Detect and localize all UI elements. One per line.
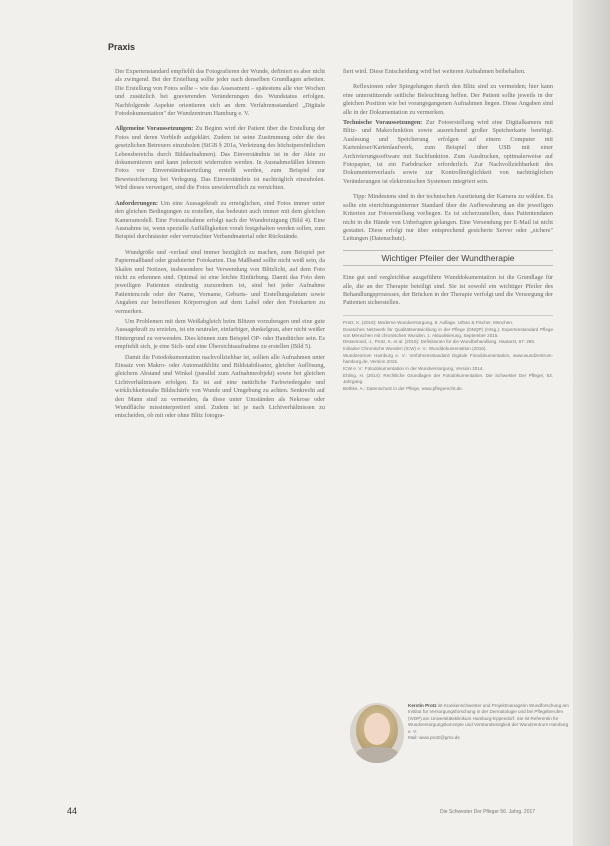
left-column bbox=[115, 68, 325, 423]
author-description: ist Krankenschwester und Projektmanagerin Wundforschung am Institut für Versorgungsforschung in der Dermatologie und bei Pflegeberufen (IVDP) am Universitätsklinikum Hamburg-Eppendorf. Sie ist Referentin für Wundversorgungskonzepte und Vorstandsmitglied der Wundzentrum Hamburg e. V. bbox=[408, 703, 569, 734]
paragraph bbox=[115, 200, 325, 242]
author-bio bbox=[408, 703, 573, 741]
paragraph-text: Zur Fotoerstellung wird eine Digitalkamera mit Blitz- und Makrofunktion sowie ausreichend großer Speicherkarte benötigt. Auslesung und Speicherung erfolgen auf einem Computer mit Kartenleser/Kartenlaufwerk, zum Beispiel über USB mit einer Archivierungssoftware mit Suchfunktion. Zum Ausdrucken, optimalerweise auf Fotopapier, ist ein Farbdrucker erforderlich. Zur Nachvollziehbarkeit des Dokumentenverlaufs sowie zur Kontrollmöglichkeit von nachträglichen Veränderungen ist elektronischen Systemen integriert sein. bbox=[343, 119, 553, 185]
paragraph-text: Um eine Aussagekraft zu ermöglichen, sind Fotos immer unter den gleichen Bedingungen zu erstellen, das bedeutet auch immer mit dem gleichen Kameramodell. Eine Fotoaufnahme erfolgt nach der Wundreinigung (Bild 4). Eine Ausnahme ist, wenn spezielle Auffälligkeiten vorab festgehalten werden sollen, zum Beispiel durchnässter oder verrutschter Verbandmaterial oder Rückstände. bbox=[115, 199, 325, 241]
reference-item: Deutsches Netzwerk für Qualitätsentwicklung in der Pflege (DNQP) (Hrsg.): Expertenstandard Pflege von Menschen mit chronischen Wunden, 1. Aktualisierung, September 2015. bbox=[343, 326, 553, 338]
run-in-heading: Allgemeine Voraussetzungen: bbox=[115, 125, 194, 133]
paragraph bbox=[343, 119, 553, 186]
author-box bbox=[350, 703, 575, 783]
right-column bbox=[343, 68, 553, 393]
photo-shirt bbox=[354, 747, 400, 763]
page-fold-shadow bbox=[573, 0, 610, 846]
paragraph: Eine gut und vergleichbar ausgeführte Wunddokumentation ist die Grundlage für alle, die an der Therapie beteiligt sind. Sie ist sowohl ein wichtiger Pfeiler des Behandlungsprozesses, der Brücken in der Therapie verfolgt und die Versorgung der Patienten sicherstellen. bbox=[343, 274, 553, 307]
journal-footer: Die Schwester Der Pfleger 56. Jahrg. 2017 bbox=[440, 809, 536, 815]
box-heading: Wichtiger Pfeiler der Wundtherapie bbox=[343, 250, 553, 266]
page-number: 44 bbox=[67, 806, 78, 816]
paragraph-text: Zu Beginn wird der Patient über die Erstellung der Fotos und deren Verbleib aufgeklärt. Zudem ist seine Zustimmung oder die des gesetzlichen Betreuers einzuholen (StGB § 201a, Verletzung des höchstpersönlichen Lebensbereichs durch Bildaufnahmen). Das Einverständnis ist in der Akte zu dokumentieren und kann jederzeit widerrufen werden. In Ausnahmefällen können Fotos vor Einverständniserteilung erstellt werden, zum Beispiel zur Beweissicherung bei Verlegung. Das Einverständnis ist nachträglich einzuholen. Wird dieses verweigert, sind die Fotos unwiderruflich zu vernichten. bbox=[115, 125, 325, 192]
reference-list bbox=[343, 315, 553, 392]
photo-face bbox=[364, 713, 390, 745]
paragraph: Reflexionen oder Spiegelungen durch den Blitz sind zu vermeiden; hier kann eine unterstützende seitliche Beleuchtung helfen. Der Patient sollte jeweils in der gleichen Position wie bei vorangegangenen Aufnahmen liegen. Diese Angaben sind alle in der Dokumentation zu vermerken. bbox=[343, 83, 553, 116]
paragraph: Tipp: Mindestens sind in der technischen Ausrüstung der Kamera zu wählen. Es sollte ein einrichtungsinterner Standard über die Aufbewahrung an die jeweiligen Kriterien zur Fotoerstellung vorliegen. Es ist sicherzustellen, dass Patientendaten nicht in die Hände von Unbefugten gelangen. Eine Versendung per E-Mail ist nicht gestattet. Diese erfolgt nur über entsprechend gesicherte Server oder „sichere" Leitungen (Datenschutz). bbox=[343, 193, 553, 243]
reference-item: Dissemond, J., Protz, K. et al. (2016): Definitionen für die Wundbehandlung. Hautarzt, 67: 265. bbox=[343, 339, 536, 345]
paragraph: Der Expertenstandard empfiehlt das Fotografieren der Wunde, definiert es aber nicht als zwingend. Bei der Erstellung sollte jeder nach denselben Grundlagen arbeiten. Die Erstellung von Fotos sollte – wie das Assessment – spätestens alle vier Wochen und zusätzlich bei gravierenden Veränderungen des Wundstatus erfolgen. Nachfolgende Aspekte orientieren sich an dem Verfahrensstandard „Digitale Fotodokumentation" der Wundzentrum Hamburg e. V. bbox=[115, 68, 325, 118]
paragraph: Wundgröße und -verlauf sind immer bezüglich zu machen, zum Beispiel per Papiermaßband oder graduierter Fotokarten. Das Maßband sollte nicht weiß sein, da Skalen und Notizen, insbesondere bei Verwendung von Blitzlicht, auf dem Foto nicht zu erkennen sind. Optimal ist eine leichte Einfärbung. Damit das Foto dem jeweiligen Patienten eindeutig zuzuordnen ist, sind bei jeder Aufnahme Patientencode oder der Name, Vorname, Geburts- und Erstellungsdatum sowie Angaben zur betroffenen Körperregion auf dem Label oder den Fotokarten zu vermerken. bbox=[115, 248, 325, 315]
run-in-heading: Technische Voraussetzungen: bbox=[343, 119, 423, 127]
reference-item: Ehling, H. (2014): Rechtliche Grundlagen der Fotodokumentation. Die Schwester Der Pfleger, 53. Jahrgang. bbox=[343, 373, 553, 384]
paragraph bbox=[115, 125, 325, 192]
reference-item: Initiative Chronische Wunden (ICW) e. V.: Wunddokumentation (2016). bbox=[343, 346, 487, 352]
run-in-heading: Anforderungen: bbox=[115, 199, 158, 207]
author-name: Kerstin Protz bbox=[408, 703, 437, 708]
paragraph: Damit die Fotodokumentation nachvollziehbar ist, sollten alle Aufnahmen unter Einsatz von Makro- oder Automatikblitz und Bildstabilisator, gleicher Auflösung, gleichem Abstand und Winkel (parallel zum Aufnahmeobjekt) sowie bei gleichen Lichtverhältnissen erfolgen. Es ist auf eine natürliche Farbwiedergabe und wirklichkeitsnahe Bildschärfe von Wunde und Umgebung zu achten. Senkrecht auf den Mann sind zu vermeiden, da diese unter Umständen als Nekrose oder Wundfläche missinterpretiert sind. Zudem ist je nach Lichtverhältnissen zu entscheiden, ob mit oder ohne Blitz fotogra- bbox=[115, 353, 325, 420]
paragraph: Um Problemen mit dem Weißabgleich beim Blitzen vorzubeugen und eine gute Aussagekraft zu erzielen, ist ein neutraler, einfarbiger, dunkelgrau, aber nicht weißer Hintergrund zu verwenden. Dies können zum Beispiel OP- oder Handtücher sein. Es empfiehlt sich, je eine Sich- und eine Übersichtsaufnahme zu erstellen (Bild 5). bbox=[115, 317, 325, 351]
paragraph: fiert wird. Diese Entscheidung wird bei weiteren Aufnahmen beibehalten. bbox=[343, 68, 526, 75]
author-photo bbox=[350, 703, 404, 763]
author-email: Mail: www.protz@gmx.de bbox=[408, 735, 460, 741]
reference-item: Wundzentrum Hamburg e. V.: Verfahrensstandard Digitale Fotodokumentation, www.wundzentrum-hamburg.de, Version 2015. bbox=[343, 353, 553, 365]
section-header: Praxis bbox=[108, 42, 136, 52]
reference-item: Protz, K. (2016): Moderne Wundversorgung, 8. Auflage. Urban & Fischer, München. bbox=[343, 319, 514, 325]
reference-item: Bethke, A.: Datenschutz in der Pflege, www.pflegerecht.de. bbox=[343, 385, 464, 391]
reference-item: ICW e. V.: Fotodokumentation in der Wundversorgung, Version 2014. bbox=[343, 366, 484, 372]
